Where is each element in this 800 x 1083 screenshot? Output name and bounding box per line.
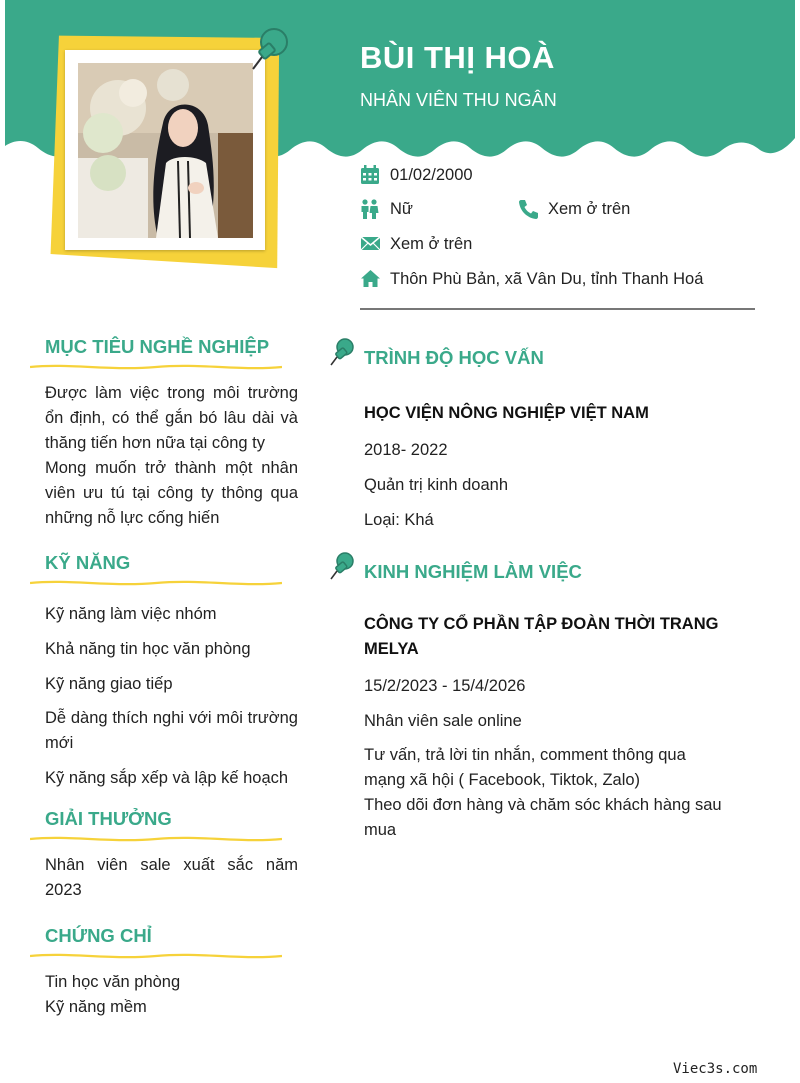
footer-brand: Viec3s.com — [673, 1061, 758, 1077]
gender-value: Nữ — [390, 199, 413, 218]
award-item: Nhân viên sale xuất sắc năm 2023 — [45, 856, 298, 899]
email-icon — [360, 234, 382, 254]
company-name-cont: MELYA — [364, 640, 419, 658]
profile-photo — [78, 63, 253, 238]
skill-item: Kỹ năng sắp xếp và lập kế hoạch — [45, 769, 289, 787]
certificates-title: CHỨNG CHỈ — [45, 925, 152, 946]
wave-divider — [30, 951, 282, 961]
experience-desc: mua — [364, 821, 397, 839]
skill-item: Dễ dàng thích nghi với môi trường mới — [45, 709, 298, 752]
experience-desc: Theo dõi đơn hàng và chăm sóc khách hàng sau — [364, 796, 722, 814]
gender-row — [360, 199, 413, 219]
education-grade: Loại: Khá — [364, 511, 434, 529]
calendar-icon — [360, 165, 382, 185]
email-row — [360, 234, 472, 254]
skill-item: Kỹ năng làm việc nhóm — [45, 605, 217, 623]
company-name: CÔNG TY CỔ PHẦN TẬP ĐOÀN THỜI TRANG — [364, 615, 719, 633]
dob-row — [360, 165, 473, 185]
wave-divider — [30, 834, 282, 844]
phone-icon — [518, 199, 540, 219]
pushpin-icon — [248, 24, 292, 72]
address-row — [360, 269, 703, 289]
experience-desc: mạng xã hội ( Facebook, Tiktok, Zalo) — [364, 771, 641, 789]
gender-icon — [360, 199, 382, 219]
address-value: Thôn Phù Bản, xã Vân Du, tỉnh Thanh Hoá — [390, 269, 704, 288]
experience-desc: Tư vấn, trả lời tin nhắn, comment thông qua — [364, 746, 686, 764]
email-value: Xem ở trên — [390, 234, 473, 253]
wave-divider — [30, 362, 282, 372]
experience-role: Nhân viên sale online — [364, 712, 522, 730]
phone-value: Xem ở trên — [548, 199, 631, 218]
dob-value: 01/02/2000 — [390, 165, 473, 184]
certificate-item: Tin học văn phòng — [45, 973, 181, 991]
skill-item: Kỹ năng giao tiếp — [45, 675, 173, 693]
school-name: HỌC VIỆN NÔNG NGHIỆP VIỆT NAM — [364, 404, 649, 422]
objective-title: MỤC TIÊU NGHỀ NGHIỆP — [45, 336, 270, 357]
candidate-position: NHÂN VIÊN THU NGÂN — [360, 90, 557, 110]
education-period: 2018- 2022 — [364, 441, 448, 459]
wave-divider — [30, 578, 282, 588]
skills-title: KỸ NĂNG — [45, 552, 131, 573]
certificate-item: Kỹ năng mềm — [45, 998, 147, 1016]
education-major: Quản trị kinh doanh — [364, 476, 509, 494]
awards-title: GIẢI THƯỞNG — [45, 808, 172, 829]
home-icon — [360, 269, 382, 289]
skill-item: Khả năng tin học văn phòng — [45, 640, 251, 658]
objective-text-1: Được làm việc trong môi trường ổn định, có thể gắn bó lâu dài và thăng tiến hơn nữa tại công ty — [45, 384, 298, 452]
pushpin-icon — [328, 336, 358, 368]
experience-period: 15/2/2023 - 15/4/2026 — [364, 677, 526, 695]
header-divider — [360, 308, 755, 310]
experience-title: KINH NGHIỆM LÀM VIỆC — [364, 561, 582, 582]
profile-photo-frame — [65, 50, 265, 250]
education-title: TRÌNH ĐỘ HỌC VẤN — [364, 347, 544, 368]
candidate-name: BÙI THỊ HOÀ — [360, 40, 555, 75]
phone-row — [518, 199, 630, 219]
objective-text-2: Mong muốn trở thành một nhân viên ưu tú tại công ty thông qua những nỗ lực cống hiến — [45, 459, 298, 527]
pushpin-icon — [328, 550, 358, 582]
